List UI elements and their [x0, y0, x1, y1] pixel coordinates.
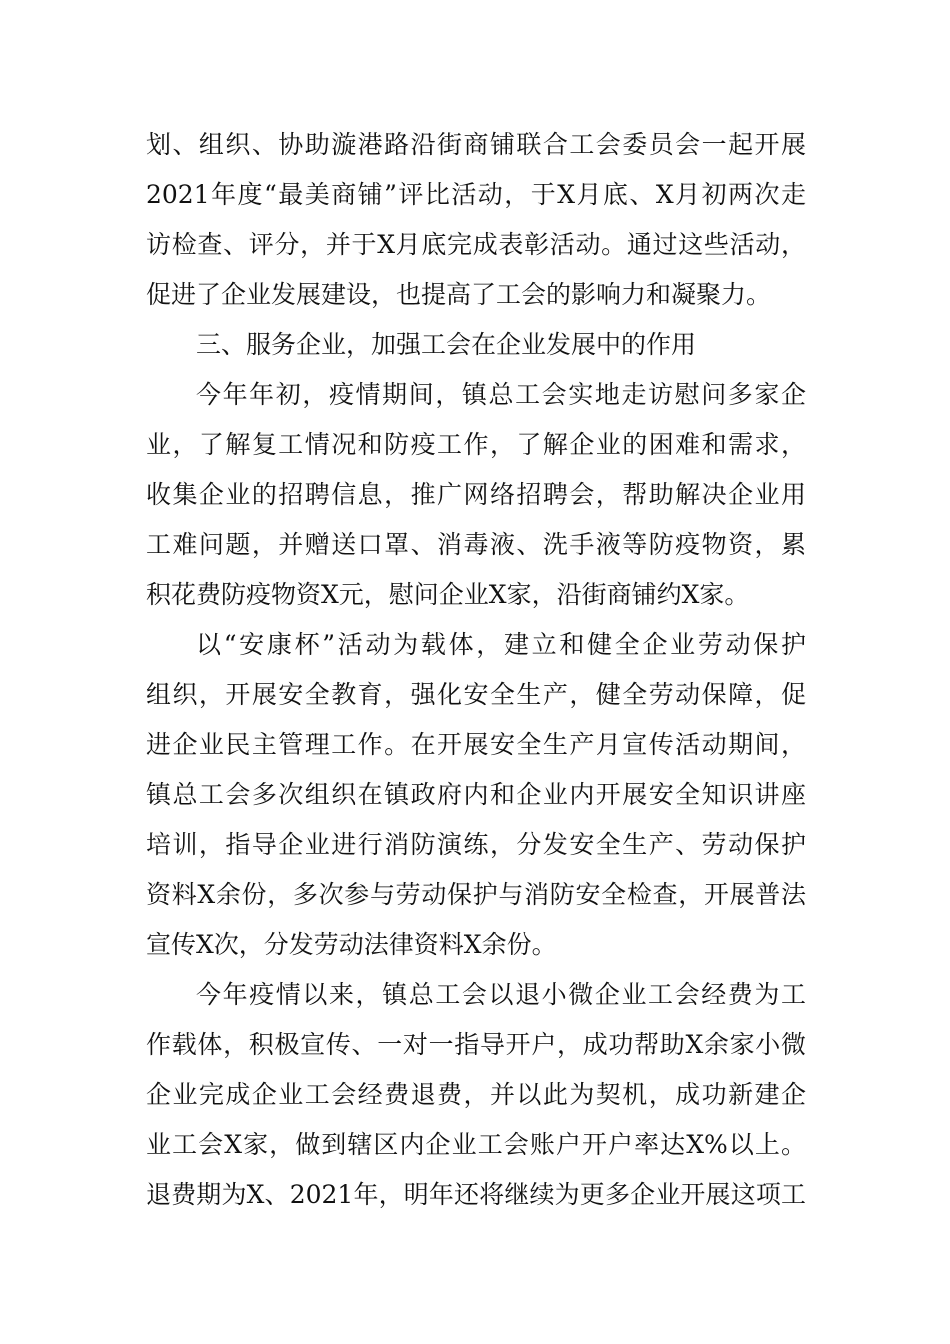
text-line-7: 业，了解复工情况和防疫工作，了解企业的困难和需求， — [146, 430, 806, 459]
text-line-9: 工难问题，并赠送口罩、消毒液、洗手液等防疫物资，累 — [146, 530, 806, 559]
text-line-13: 进企业民主管理工作。在开展安全生产月宣传活动期间， — [146, 730, 806, 759]
text-line-6: 今年年初，疫情期间，镇总工会实地走访慰问多家企 — [196, 380, 806, 409]
text-line-15: 培训，指导企业进行消防演练，分发安全生产、劳动保护 — [146, 830, 806, 859]
text-line-21: 业工会X家，做到辖区内企业工会账户开户率达X%以上。 — [146, 1130, 806, 1159]
text-line-12: 组织，开展安全教育，强化安全生产，健全劳动保障，促 — [146, 680, 806, 709]
section-heading: 三、服务企业，加强工会在企业发展中的作用 — [196, 330, 697, 359]
text-line-16: 资料X余份，多次参与劳动保护与消防安全检查，开展普法 — [146, 880, 806, 909]
text-line-11: 以“安康杯”活动为载体，建立和健全企业劳动保护 — [196, 630, 806, 659]
text-line-20: 企业完成企业工会经费退费，并以此为契机，成功新建企 — [146, 1080, 806, 1109]
text-line-1: 划、组织、协助漩港路沿街商铺联合工会委员会一起开展 — [146, 130, 806, 159]
text-line-10: 积花费防疫物资X元，慰问企业X家，沿街商铺约X家。 — [146, 580, 750, 609]
text-line-22: 退费期为X、2021年，明年还将继续为更多企业开展这项工 — [146, 1180, 806, 1209]
text-line-8: 收集企业的招聘信息，推广网络招聘会，帮助解决企业用 — [146, 480, 806, 509]
text-line-2: 2021年度“最美商铺”评比活动，于X月底、X月初两次走 — [146, 180, 806, 209]
text-line-17: 宣传X次，分发劳动法律资料X余份。 — [146, 930, 557, 959]
text-line-18: 今年疫情以来，镇总工会以退小微企业工会经费为工 — [196, 980, 806, 1009]
text-line-3: 访检查、评分，并于X月底完成表彰活动。通过这些活动， — [146, 230, 806, 259]
text-line-14: 镇总工会多次组织在镇政府内和企业内开展安全知识讲座 — [146, 780, 806, 809]
text-line-4: 促进了企业发展建设，也提高了工会的影响力和凝聚力。 — [146, 280, 772, 309]
text-line-19: 作载体，积极宣传、一对一指导开户，成功帮助X余家小微 — [146, 1030, 806, 1059]
